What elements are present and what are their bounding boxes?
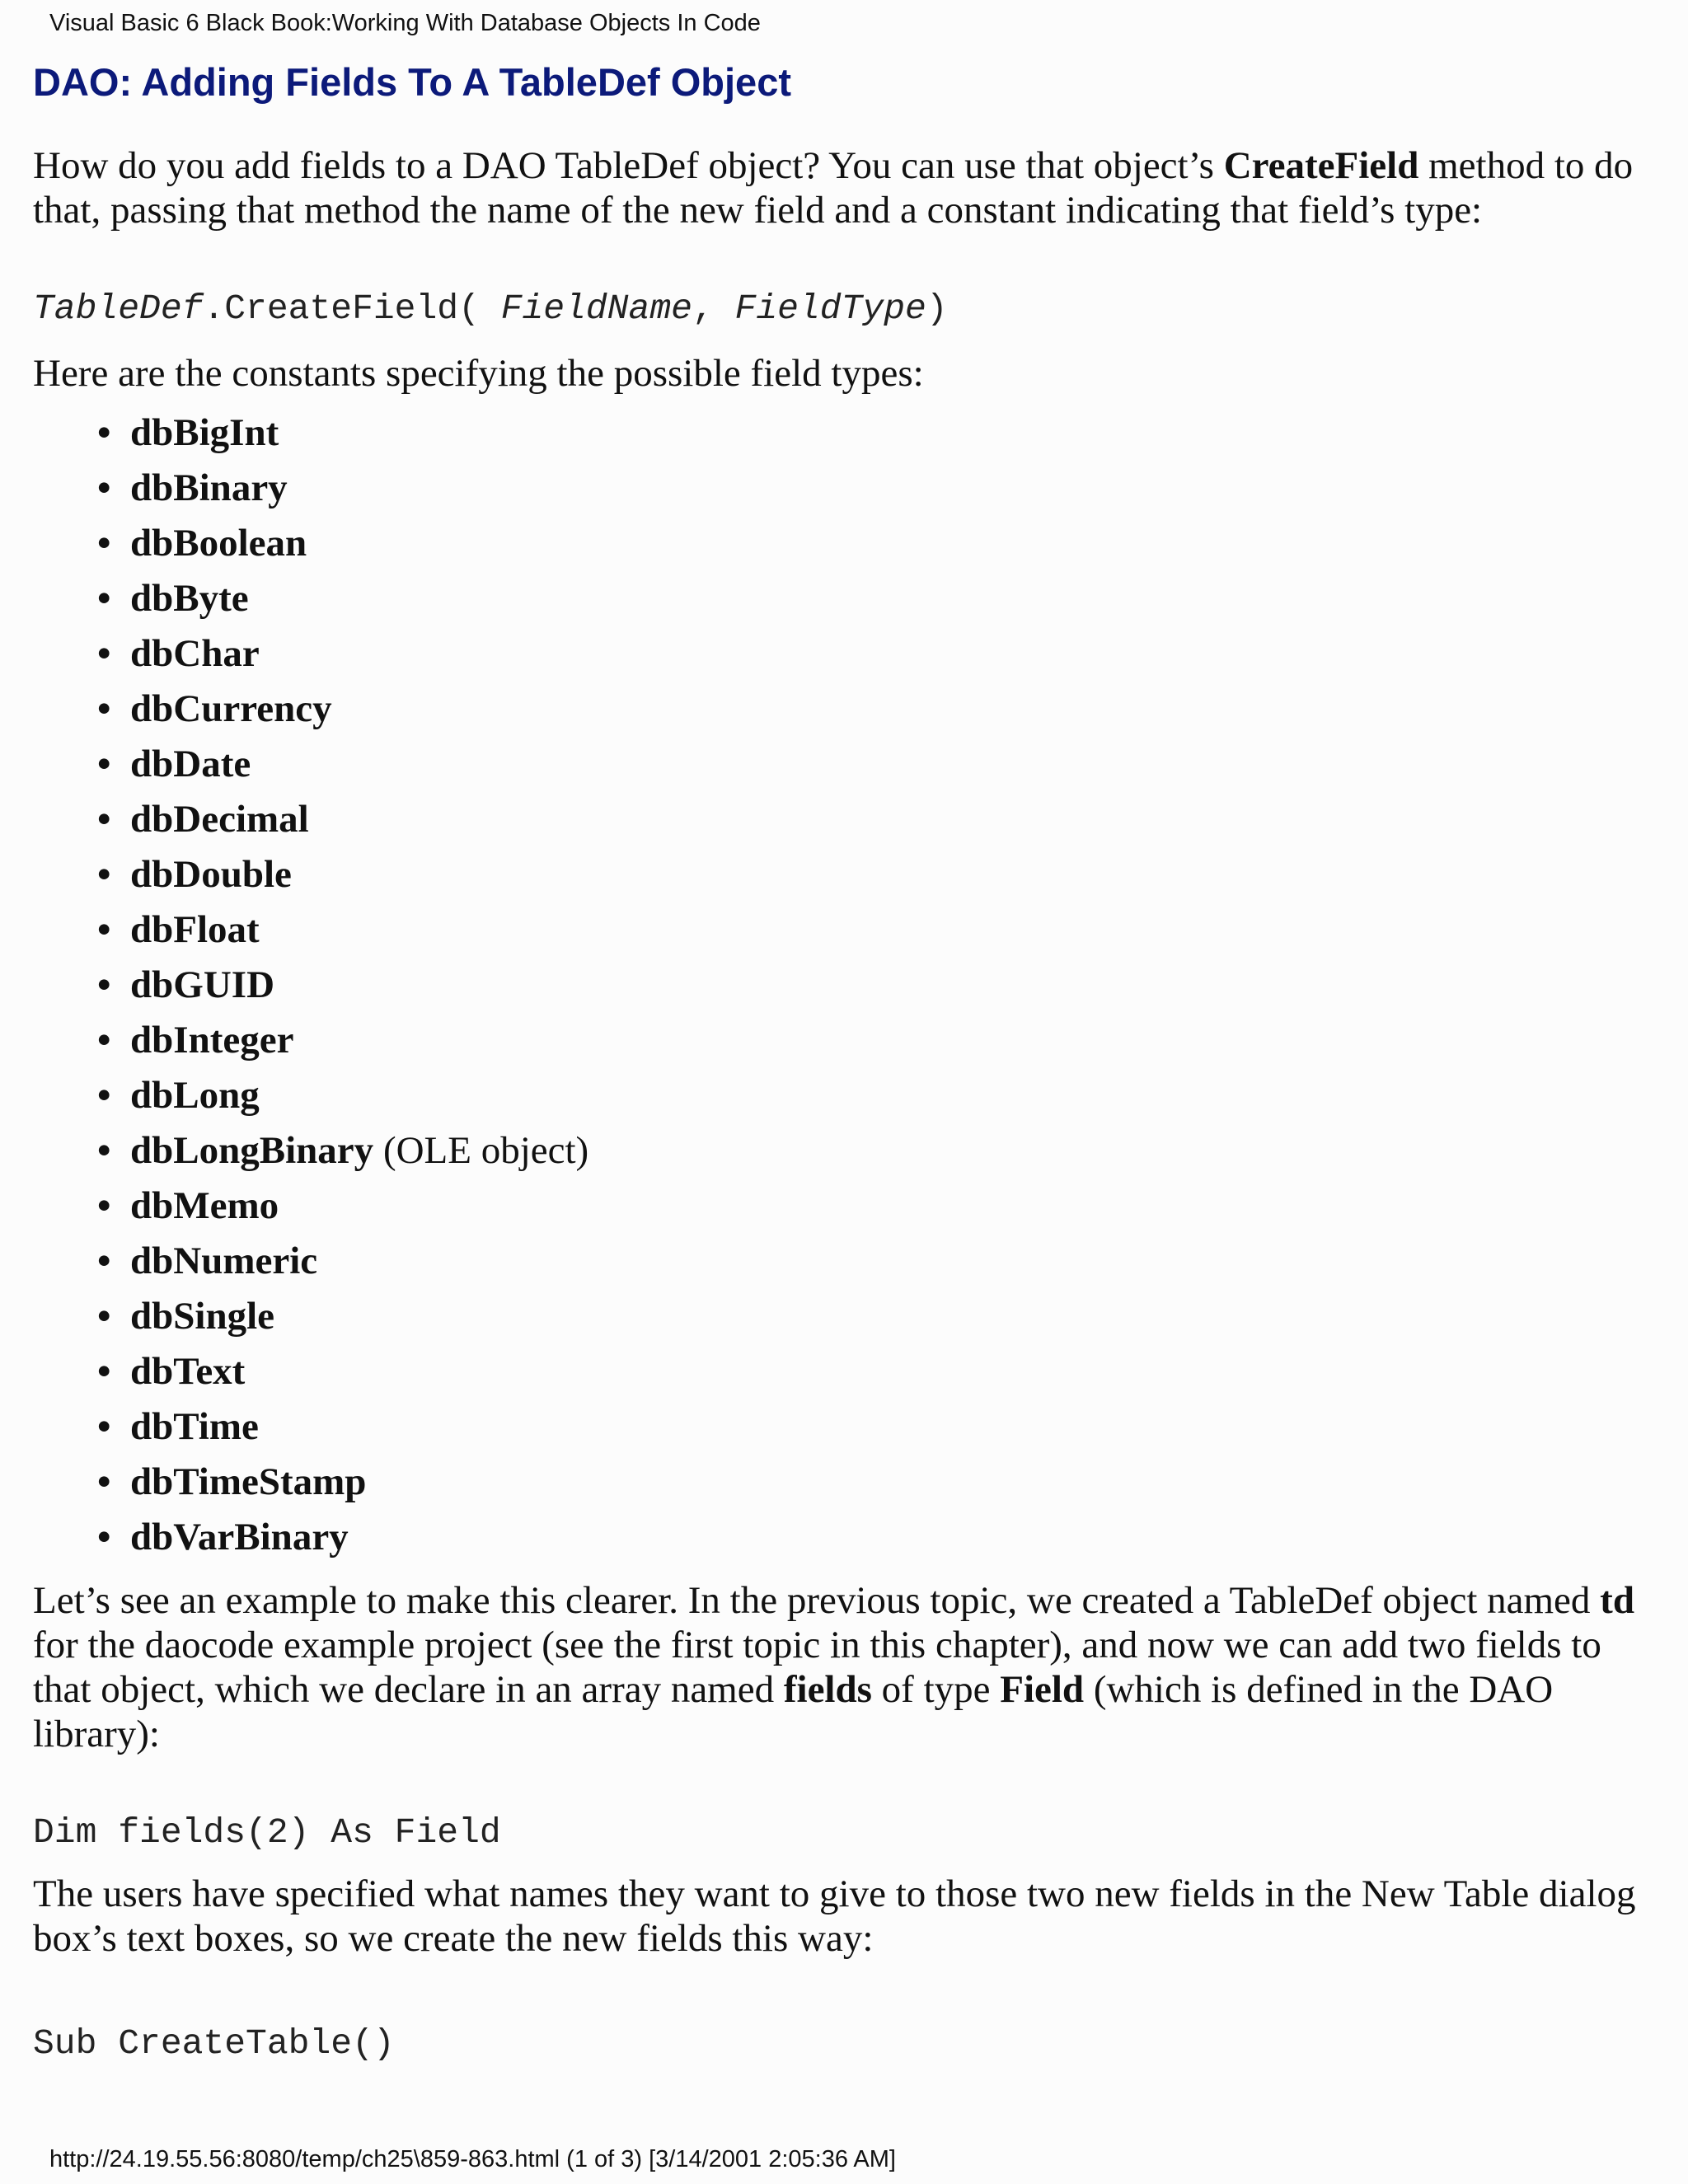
- field-type-name: dbDecimal: [130, 798, 309, 841]
- page-title: DAO: Adding Fields To A TableDef Object: [33, 60, 791, 104]
- field-type-list: [33, 405, 1655, 1565]
- field-type-item: [97, 1289, 1655, 1344]
- field-type-item: [97, 1123, 1655, 1179]
- bullet-icon: •: [97, 411, 111, 454]
- code-declare-fields: Dim fields(2) As Field: [33, 1812, 501, 1853]
- field-type-item: [97, 1234, 1655, 1289]
- syntax-call: .CreateField(: [203, 288, 501, 329]
- field-type-name: dbTime: [130, 1405, 259, 1448]
- syntax-separator: ,: [692, 288, 735, 329]
- running-header: Visual Basic 6 Black Book:Working With Database Objects In Code: [49, 10, 761, 36]
- field-type-name: dbFloat: [130, 908, 260, 951]
- field-type-name: dbVarBinary: [130, 1516, 349, 1558]
- example-text-1: Let’s see an example to make this clearer. In the previous topic, we created a TableDef object named: [33, 1579, 1601, 1622]
- intro-text-start: How do you add fields to a DAO TableDef object? You can use that object’s: [33, 144, 1224, 187]
- constants-intro: Here are the constants specifying the possible field types:: [33, 352, 924, 395]
- field-type-item: [97, 847, 1655, 902]
- field-type-name: dbDouble: [130, 853, 292, 896]
- bullet-icon: •: [97, 1460, 111, 1503]
- field-type-item: [97, 461, 1655, 516]
- field-type-name: dbBigInt: [130, 411, 279, 454]
- bullet-icon: •: [97, 1516, 111, 1558]
- bullet-icon: •: [97, 1295, 111, 1338]
- field-type-item: [97, 405, 1655, 461]
- field-type-item: [97, 792, 1655, 847]
- field-type-name: dbInteger: [130, 1019, 294, 1062]
- field-type-name: dbLongBinary: [130, 1129, 374, 1172]
- field-type-name: dbTimeStamp: [130, 1460, 367, 1503]
- field-type-name: dbCurrency: [130, 687, 332, 730]
- bullet-icon: •: [97, 687, 111, 730]
- field-type-name: dbSingle: [130, 1295, 275, 1338]
- fields-keyword: fields: [783, 1668, 872, 1711]
- running-footer: http://24.19.55.56:8080/temp/ch25\859-863.html (1 of 3) [3/14/2001 2:05:36 AM]: [49, 2146, 896, 2172]
- page-content: [33, 59, 1655, 2066]
- bullet-icon: •: [97, 1129, 111, 1172]
- field-type-item: [97, 958, 1655, 1013]
- syntax-object: TableDef: [33, 288, 204, 329]
- field-keyword: Field: [1000, 1668, 1085, 1711]
- field-type-item: [97, 737, 1655, 792]
- example-text-4: (which is defined in the DAO library):: [33, 1668, 1554, 1755]
- syntax-code: [33, 287, 1655, 331]
- field-type-name: dbText: [130, 1350, 246, 1393]
- bullet-icon: •: [97, 1240, 111, 1282]
- field-type-item: [97, 1455, 1655, 1510]
- bullet-icon: •: [97, 466, 111, 509]
- field-type-name: dbGUID: [130, 963, 275, 1006]
- syntax-arg-fieldname: FieldName: [500, 288, 692, 329]
- bullet-icon: •: [97, 1350, 111, 1393]
- syntax-arg-fieldtype: FieldType: [734, 288, 926, 329]
- field-type-item: [97, 1013, 1655, 1068]
- intro-paragraph: [33, 143, 1655, 232]
- field-type-item: [97, 626, 1655, 682]
- field-type-item: [97, 1179, 1655, 1234]
- field-type-item: [97, 1344, 1655, 1399]
- bullet-icon: •: [97, 522, 111, 565]
- field-type-item: [97, 516, 1655, 571]
- field-type-name: dbNumeric: [130, 1240, 318, 1282]
- field-type-name: dbMemo: [130, 1184, 279, 1227]
- bullet-icon: •: [97, 908, 111, 951]
- bullet-icon: •: [97, 743, 111, 785]
- example-paragraph: [33, 1578, 1655, 1756]
- field-type-name: dbBinary: [130, 466, 288, 509]
- bullet-icon: •: [97, 1019, 111, 1062]
- field-type-note: (OLE object): [373, 1129, 589, 1172]
- bullet-icon: •: [97, 963, 111, 1006]
- field-type-item: [97, 1068, 1655, 1123]
- field-type-item: [97, 682, 1655, 737]
- bullet-icon: •: [97, 577, 111, 620]
- code-sub-createtable: Sub CreateTable(): [33, 2023, 395, 2064]
- bullet-icon: •: [97, 1405, 111, 1448]
- field-type-item: [97, 902, 1655, 958]
- td-keyword: td: [1600, 1579, 1634, 1622]
- bullet-icon: •: [97, 632, 111, 675]
- field-type-name: dbBoolean: [130, 522, 307, 565]
- bullet-icon: •: [97, 1184, 111, 1227]
- bullet-icon: •: [97, 1074, 111, 1117]
- field-type-name: dbByte: [130, 577, 249, 620]
- field-type-name: dbDate: [130, 743, 251, 785]
- field-type-name: dbChar: [130, 632, 260, 675]
- syntax-close: ): [926, 288, 948, 329]
- field-type-name: dbLong: [130, 1074, 260, 1117]
- example-text-2: for the daocode example project (see the first topic in this chapter), and now we can add two fields to that object, which we declare in an array named: [33, 1624, 1601, 1711]
- bullet-icon: •: [97, 853, 111, 896]
- bullet-icon: •: [97, 798, 111, 841]
- example-text-3: of type: [871, 1668, 1001, 1711]
- field-type-item: [97, 571, 1655, 626]
- users-paragraph: The users have specified what names they want to give to those two new fields in the New Table dialog box’s text boxes, so we create the new fields this way:: [33, 1872, 1636, 1960]
- createfield-keyword: CreateField: [1223, 144, 1419, 187]
- intro-text-end: method to do that, passing that method the name of the new field and a constant indicating that field’s type:: [33, 144, 1634, 232]
- field-type-item: [97, 1510, 1655, 1565]
- field-type-item: [97, 1399, 1655, 1455]
